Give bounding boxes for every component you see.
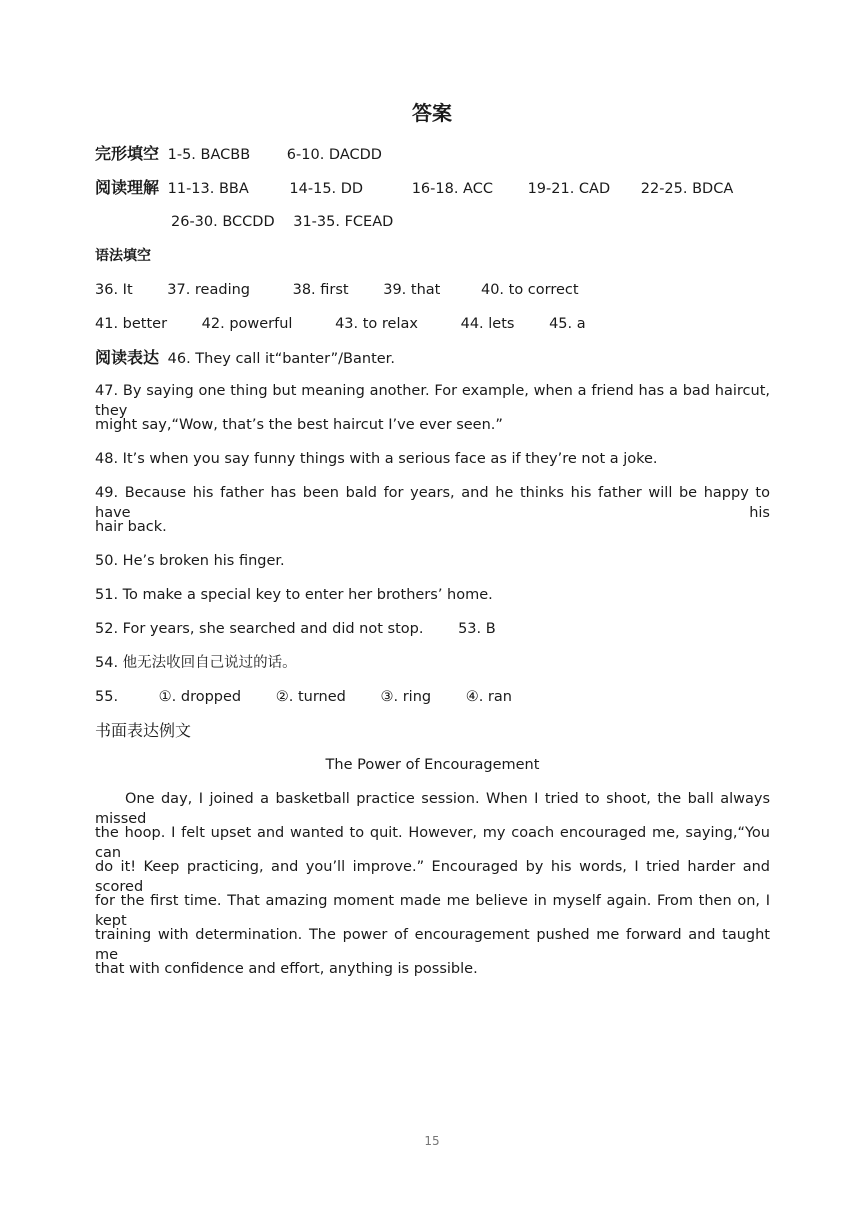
expression-label: 阅读表达: [95, 348, 160, 367]
essay-line: that with confidence and effort, anything is possible.: [95, 961, 478, 977]
answer-55-number: 55.: [95, 689, 119, 705]
essay-line: for the first time. That amazing moment made me believe in myself again. From then on, I kept: [95, 893, 770, 929]
grammar-answer: 39. that: [383, 282, 441, 298]
answer-47-line-1: 47. By saying one thing but meaning another. For example, when a friend has a bad haircut, they: [95, 383, 770, 419]
grammar-answer: 43. to relax: [335, 316, 418, 332]
essay-line: do it! Keep practicing, and you’ll improve.” Encouraged by his words, I tried harder and scored: [95, 859, 770, 895]
answer-55-item: ③. ring: [380, 689, 432, 705]
answer-46: 46. They call it“banter”/Banter.: [167, 351, 395, 367]
reading-row-2: [171, 212, 846, 232]
reading-answer: 19-21. CAD: [527, 181, 611, 197]
page-title: 答案: [412, 101, 452, 125]
essay-line: the hoop. I felt upset and wanted to quit. However, my coach encouraged me, saying,“You can: [95, 825, 770, 861]
answer-55-row: [95, 687, 770, 707]
answer-50: 50. He’s broken his finger.: [95, 553, 285, 569]
expression-row-46: [95, 348, 770, 369]
reading-answer: 16-18. ACC: [411, 181, 493, 197]
answer-49-line-2: hair back.: [95, 519, 167, 535]
answer-47-line-2: might say,“Wow, that’s the best haircut I’ve ever seen.”: [95, 417, 503, 433]
reading-row-1: [95, 178, 770, 199]
answer-55-item: ④. ran: [465, 689, 512, 705]
page-number: 15: [424, 1134, 440, 1148]
grammar-label: 语法填空: [95, 248, 151, 264]
reading-answer: 31-35. FCEAD: [293, 214, 394, 230]
reading-answer: 22-25. BDCA: [640, 181, 734, 197]
answer-55-item: ①. dropped: [158, 689, 242, 705]
grammar-answer: 40. to correct: [480, 282, 579, 298]
grammar-answer: 36. It: [95, 282, 133, 298]
answer-55-item: ②. turned: [275, 689, 346, 705]
reading-label: 阅读理解: [95, 178, 160, 197]
grammar-answer: 38. first: [292, 282, 349, 298]
grammar-answer: 37. reading: [167, 282, 250, 298]
grammar-label-row: [95, 246, 770, 266]
answer-54: 54. 他无法收回自己说过的话。: [95, 655, 297, 671]
grammar-answer: 45. a: [549, 316, 586, 332]
answer-48: 48. It’s when you say funny things with a serious face as if they’re not a joke.: [95, 451, 658, 467]
cloze-row: [95, 144, 770, 165]
answer-52: 52. For years, she searched and did not stop.: [95, 621, 424, 637]
grammar-answer: 44. lets: [460, 316, 515, 332]
reading-answer: 14-15. DD: [289, 181, 364, 197]
answer-49-line-1: 49. Because his father has been bald for years, and he thinks his father will be happy to have his: [95, 485, 770, 521]
essay-title: The Power of Encouragement: [325, 757, 540, 773]
grammar-row-2: [95, 314, 770, 334]
grammar-row-1: [95, 280, 770, 300]
cloze-answer: 6-10. DACDD: [286, 147, 382, 163]
cloze-answer: 1-5. BACBB: [167, 147, 251, 163]
essay-line: One day, I joined a basketball practice session. When I tried to shoot, the ball always missed: [95, 791, 770, 827]
cloze-label: 完形填空: [95, 144, 160, 163]
essay-line: training with determination. The power of encouragement pushed me forward and taught me: [95, 927, 770, 963]
reading-answer: 26-30. BCCDD: [171, 214, 275, 230]
grammar-answer: 41. better: [95, 316, 168, 332]
writing-label: 书面表达例文: [95, 721, 192, 740]
answer-53: 53. B: [458, 621, 496, 637]
answer-51: 51. To make a special key to enter her brothers’ home.: [95, 587, 493, 603]
answer-52-53-row: [95, 619, 770, 639]
reading-answer: 11-13. BBA: [167, 181, 249, 197]
grammar-answer: 42. powerful: [201, 316, 293, 332]
